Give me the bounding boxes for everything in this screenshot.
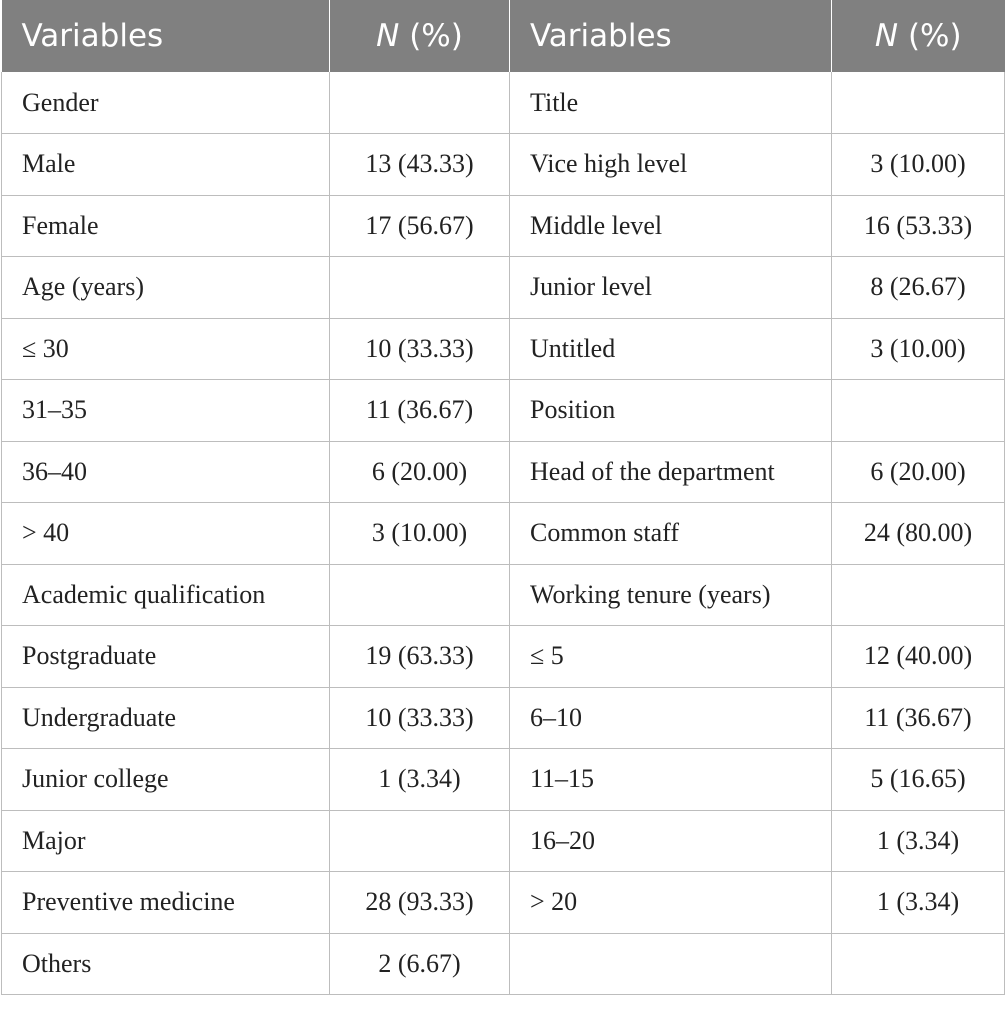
right-count-cell: 16 (53.33) [832,195,1005,257]
header-percent-right: (%) [898,18,962,54]
table-row [2,626,1005,688]
left-count-cell: 28 (93.33) [330,872,510,934]
left-variable-cell: Preventive medicine [2,872,330,934]
right-count-cell: 3 (10.00) [832,318,1005,380]
left-variable-cell: Undergraduate [2,687,330,749]
header-n-italic-right: N [874,18,899,54]
left-count-cell: 19 (63.33) [330,626,510,688]
right-count-cell: 3 (10.00) [832,134,1005,196]
header-n-percent-left [330,0,510,72]
right-variable-cell: Vice high level [510,134,832,196]
left-variable-cell: > 40 [2,503,330,565]
right-variable-cell: Title [510,72,832,134]
table-row [2,195,1005,257]
left-variable-cell: ≤ 30 [2,318,330,380]
left-variable-cell: Gender [2,72,330,134]
left-count-cell [330,810,510,872]
left-count-cell: 3 (10.00) [330,503,510,565]
table-header [2,0,1005,72]
left-variable-cell: 31–35 [2,380,330,442]
left-variable-cell: Academic qualification [2,564,330,626]
header-variables-left: Variables [2,0,330,72]
table-row [2,933,1005,995]
left-count-cell [330,564,510,626]
table-row [2,257,1005,319]
right-count-cell [832,380,1005,442]
left-variable-cell: Postgraduate [2,626,330,688]
left-variable-cell: 36–40 [2,441,330,503]
left-count-cell: 11 (36.67) [330,380,510,442]
table-body [2,72,1005,995]
right-variable-cell: Position [510,380,832,442]
demographics-table [1,0,1005,995]
left-count-cell: 13 (43.33) [330,134,510,196]
table-row [2,810,1005,872]
right-variable-cell: > 20 [510,872,832,934]
left-variable-cell: Major [2,810,330,872]
left-variable-cell: Female [2,195,330,257]
left-count-cell [330,257,510,319]
left-count-cell: 10 (33.33) [330,687,510,749]
right-count-cell: 24 (80.00) [832,503,1005,565]
header-n-percent-right [832,0,1005,72]
left-variable-cell: Age (years) [2,257,330,319]
left-variable-cell: Male [2,134,330,196]
table-row [2,564,1005,626]
table-row [2,72,1005,134]
left-count-cell: 1 (3.34) [330,749,510,811]
table-row [2,872,1005,934]
left-variable-cell: Others [2,933,330,995]
left-count-cell [330,72,510,134]
right-variable-cell: Common staff [510,503,832,565]
right-variable-cell: 16–20 [510,810,832,872]
table-row [2,687,1005,749]
right-count-cell [832,564,1005,626]
right-variable-cell: 11–15 [510,749,832,811]
table-row [2,503,1005,565]
table-row [2,441,1005,503]
left-variable-cell: Junior college [2,749,330,811]
left-count-cell: 2 (6.67) [330,933,510,995]
right-count-cell: 1 (3.34) [832,810,1005,872]
header-variables-right: Variables [510,0,832,72]
right-count-cell: 12 (40.00) [832,626,1005,688]
left-count-cell: 17 (56.67) [330,195,510,257]
right-variable-cell: Working tenure (years) [510,564,832,626]
right-count-cell: 6 (20.00) [832,441,1005,503]
right-variable-cell: Junior level [510,257,832,319]
right-count-cell: 8 (26.67) [832,257,1005,319]
header-percent-left: (%) [399,18,463,54]
right-variable-cell: ≤ 5 [510,626,832,688]
table-row [2,318,1005,380]
right-count-cell: 5 (16.65) [832,749,1005,811]
right-count-cell: 11 (36.67) [832,687,1005,749]
header-n-italic-left: N [376,18,400,54]
right-variable-cell: 6–10 [510,687,832,749]
right-variable-cell: Head of the department [510,441,832,503]
right-count-cell: 1 (3.34) [832,872,1005,934]
table-row [2,749,1005,811]
header-row [2,0,1005,72]
left-count-cell: 10 (33.33) [330,318,510,380]
left-count-cell: 6 (20.00) [330,441,510,503]
right-count-cell [832,933,1005,995]
right-variable-cell: Untitled [510,318,832,380]
right-variable-cell [510,933,832,995]
table-row [2,380,1005,442]
right-variable-cell: Middle level [510,195,832,257]
right-count-cell [832,72,1005,134]
table-row [2,134,1005,196]
